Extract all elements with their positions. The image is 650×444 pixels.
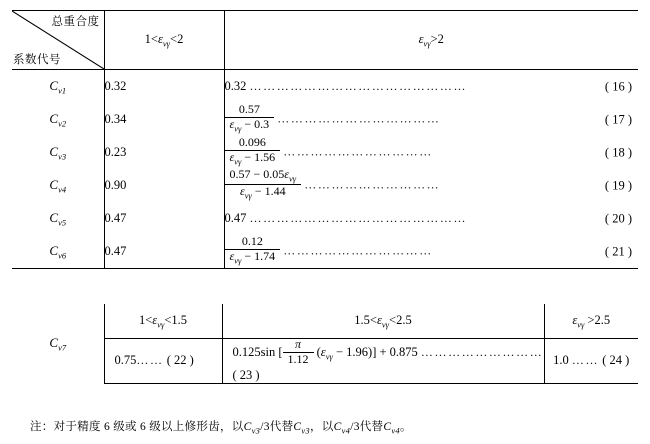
equation-number: ( 19 ): [604, 178, 632, 193]
cv7-value-3: 1.0 …… ( 24 ): [544, 339, 638, 384]
leader-dots: ……: [136, 353, 164, 368]
formula-fraction: [225, 136, 281, 167]
coefficient-label-cv7: $C_{v7}$: [49, 334, 67, 353]
fraction-numerator: π: [283, 338, 314, 353]
formula-cv1: [224, 70, 638, 104]
formula-fraction: [283, 338, 314, 367]
equation-number: ( 20 ): [604, 211, 632, 226]
coefficient-table: [12, 10, 638, 269]
value-cv4: 0.90: [104, 169, 224, 202]
coefficient-label-cv6: $C_{v6}$: [12, 235, 104, 269]
value-cv6: 0.47: [104, 235, 224, 269]
formula-expression: 0.32: [224, 79, 247, 93]
fraction-denominator: $\varepsilon_{v\gamma} - 0.3$: [229, 116, 270, 134]
leader-dots: …………………………: [304, 177, 441, 192]
fraction-numerator: 0.096: [225, 136, 281, 151]
cv7-range-header-1: $1<\varepsilon_{v\gamma}<1.5$: [104, 304, 222, 339]
table-note: 注：对于精度 6 级或 6 级以上修形齿，以$C_{v3}/3$代替$C_{v3}$，以$C_{v4}/3$代替$C_{v4}$。: [30, 421, 412, 436]
cv7-range-header-2: $1.5<\varepsilon_{v\gamma}<2.5$: [222, 304, 544, 339]
formula-cv2: [224, 103, 638, 136]
fraction-numerator: 0.12: [225, 235, 281, 250]
formula-cv4: [224, 169, 638, 202]
table-row: [12, 202, 638, 235]
cv7-header-row: [12, 304, 638, 339]
coefficient-label-cv1: $C_{v1}$: [49, 77, 67, 96]
formula-expression: 0.47: [224, 211, 247, 226]
formula-fraction: [225, 235, 281, 266]
leader-dots: …………………………………………: [249, 211, 468, 226]
fraction-numerator: 0.57: [225, 103, 275, 118]
cv7-value-row: [12, 339, 638, 384]
leader-dots: ……………………………: [283, 243, 433, 258]
value-cv3: 0.23: [104, 136, 224, 169]
value-cv5: 0.47: [104, 202, 224, 235]
formula-cv6: [224, 235, 638, 269]
coefficient-label-cv5: $C_{v5}$: [49, 210, 67, 228]
table-row: [12, 235, 638, 269]
formula-fraction: [225, 168, 302, 201]
header-col-overlap-1-2: [104, 11, 224, 70]
leader-dots: ……: [571, 353, 600, 368]
fraction-denominator: $\varepsilon_{v\gamma} - 1.44$: [240, 184, 286, 201]
header-col2-label: $1<\varepsilon_{v\gamma}<2$: [144, 31, 184, 49]
leader-dots: ……………………………: [283, 144, 433, 159]
cv7-table: [12, 304, 638, 384]
formula-cv5: [224, 202, 638, 235]
equation-number: ( 21 ): [604, 244, 632, 259]
table-row: [12, 103, 638, 136]
table-row: [12, 136, 638, 169]
fraction-numerator: $0.57 - 0.05\varepsilon_{v\gamma}$: [225, 168, 302, 185]
value-cv1: 0.32: [104, 70, 224, 104]
header-col3-label: $\varepsilon_{v\gamma}>2$: [418, 31, 444, 49]
header-corner-top-label: 总重合度: [51, 16, 100, 28]
coefficient-label-cv2: $C_{v2}$: [49, 110, 67, 129]
cv7-value-1: 0.75…… ( 22 ): [104, 339, 222, 384]
coefficient-label-cv3: $C_{v3}$: [49, 143, 67, 162]
leader-dots: …………………………………………: [249, 79, 468, 93]
table-header-row: [12, 11, 638, 70]
header-col-overlap-gt2: [224, 11, 638, 70]
leader-dots: ………………………………: [277, 111, 441, 126]
header-corner-bottom-label: 系数代号: [13, 54, 61, 66]
table-row: [12, 169, 638, 202]
equation-number: ( 18 ): [604, 145, 632, 159]
formula-fraction: [225, 103, 275, 134]
equation-number: ( 16 ): [604, 79, 632, 93]
fraction-denominator: $\varepsilon_{v\gamma} - 1.56$: [229, 149, 276, 167]
cv7-value-2: 0.125sin [ $\frac{\pi}{1.12}$ $(\varepsilon_{v\gamma} - 1.96)] + 0.875$ ……………………… ( 23 ): [222, 339, 544, 384]
value-cv2: 0.34: [104, 103, 224, 136]
equation-number: ( 17 ): [604, 112, 632, 126]
coefficient-label-cv4: $C_{v4}$: [49, 176, 67, 195]
fraction-denominator: $\varepsilon_{v\gamma} - 1.74$: [229, 249, 276, 266]
cv7-range-header-3: $\varepsilon_{v\gamma} >2.5$: [544, 304, 638, 339]
fraction-denominator: 1.12: [287, 351, 309, 366]
table-row: [12, 70, 638, 104]
header-corner-cell: [12, 11, 104, 70]
formula-cv3: [224, 136, 638, 169]
leader-dots: ………………………: [420, 345, 544, 360]
